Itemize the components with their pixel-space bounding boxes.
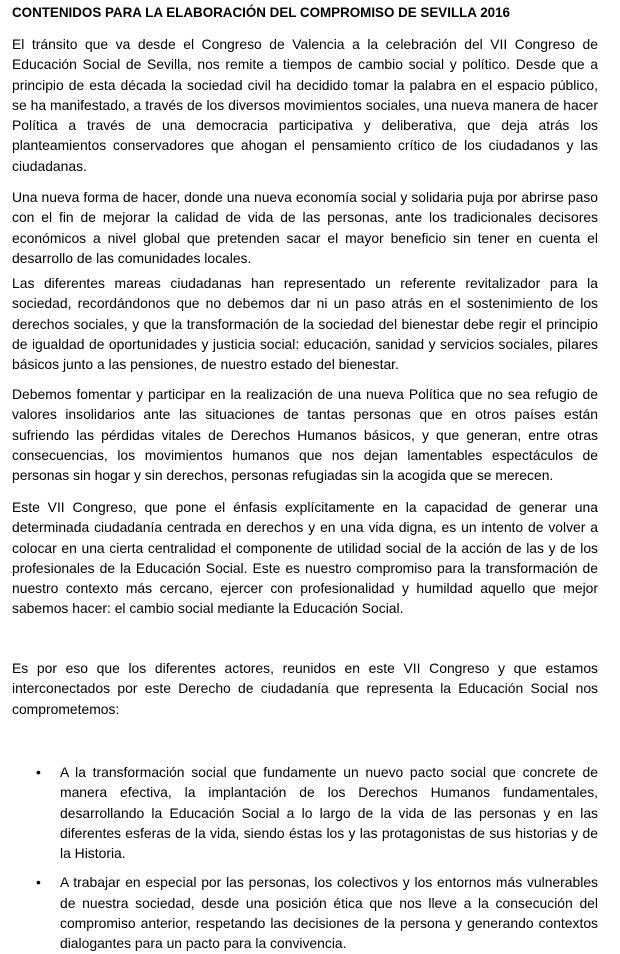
list-item-text: A trabajar en especial por las personas, los colectivos y los entornos más vulnerables de nuestra sociedad, desde una posición ética que nos lleve a la consecución del compromiso anterior, respetando las decisiones de la persona y generando contextos dialogantes para un pacto para la convivencia. xyxy=(60,874,598,952)
paragraph-2: Una nueva forma de hacer, donde una nueva economía social y solidaria puja por abrirse paso con el fin de mejorar la calidad de vida de las personas, ante los tradicionales decisores económicos a nivel global que pretenden sacar el mayor beneficio sin tener en cuenta el desarrollo de las comunidades locales. xyxy=(12,189,598,266)
list-item xyxy=(0,872,620,953)
paragraph-5: Este VII Congreso, que pone el énfasis explícitamente en la capacidad de generar una determinada ciudadanía centrada en derechos y en una vida digna, es un intento de volver a colocar en una cierta centralidad el componente de utilidad social de la acción de las y de los profesionales de la Educación Social. Este es nuestro compromiso para la transformación de nuestro contexto más cercano, ejercer con profesionalidad y humildad aquello que mejor sabemos hacer: el cambio social mediante la Educación Social. xyxy=(12,499,598,617)
bullet-icon: • xyxy=(36,764,41,780)
list-item xyxy=(0,762,620,863)
bullet-icon: • xyxy=(36,874,41,891)
paragraph-3: Las diferentes mareas ciudadanas han representado un referente revitalizador para la sociedad, recordándonos que no debemos dar ni un paso atrás en el sostenimiento de los derechos sociales, y que la transformación de la sociedad del bienestar debe regir el principio de igualdad de oportunidades y justicia social: educación, sanidad y servicios sociales, pilares básicos junto a las pensiones, de nuestro estado del bienestar. xyxy=(12,275,598,373)
commitments-list xyxy=(0,762,620,954)
paragraph-4: Debemos fomentar y participar en la realización de una nueva Política que no sea refugio de valores insolidarios ante las situaciones de tantas personas que en otros países están sufriendo las pérdidas vitales de Derechos Humanos básicos, y que generan, entre otras consecuencias, los movimientos humanos que nos dejan lamentables espectáculos de personas sin hogar y sin derechos, personas refugiadas sin la acogida que se merecen. xyxy=(12,386,598,484)
list-item-text: A la transformación social que fundamente un nuevo pacto social que concrete de manera efectiva, la implantación de los Derechos Humanos fundamentales, desarrollando la Educación Social a lo largo de la vida de las personas y en las diferentes esferas de la vida, siendo éstas los y las protagonistas de sus historias y de la Historia. xyxy=(60,764,598,862)
paragraph-1: El tránsito que va desde el Congreso de Valencia a la celebración del VII Congreso de Educación Social de Sevilla, nos remite a tiempos de cambio social y político. Desde que a principio de esta década la sociedad civil ha decidido tomar la palabra en el espacio público, se ha manifestado, a través de los diversos movimientos sociales, una nueva manera de hacer Política a través de una democracia participativa y deliberativa, que deja atrás los planteamientos conservadores que ahogan el pensamiento crítico de los ciudadanos y las ciudadanas. xyxy=(12,36,598,174)
document-title: CONTENIDOS PARA LA ELABORACIÓN DEL COMPROMISO DE SEVILLA 2016 xyxy=(12,5,510,20)
paragraph-6: Es por eso que los diferentes actores, reunidos en este VII Congreso y que estamos interconectados por este Derecho de ciudadanía que representa la Educación Social nos comprometemos: xyxy=(12,660,598,717)
